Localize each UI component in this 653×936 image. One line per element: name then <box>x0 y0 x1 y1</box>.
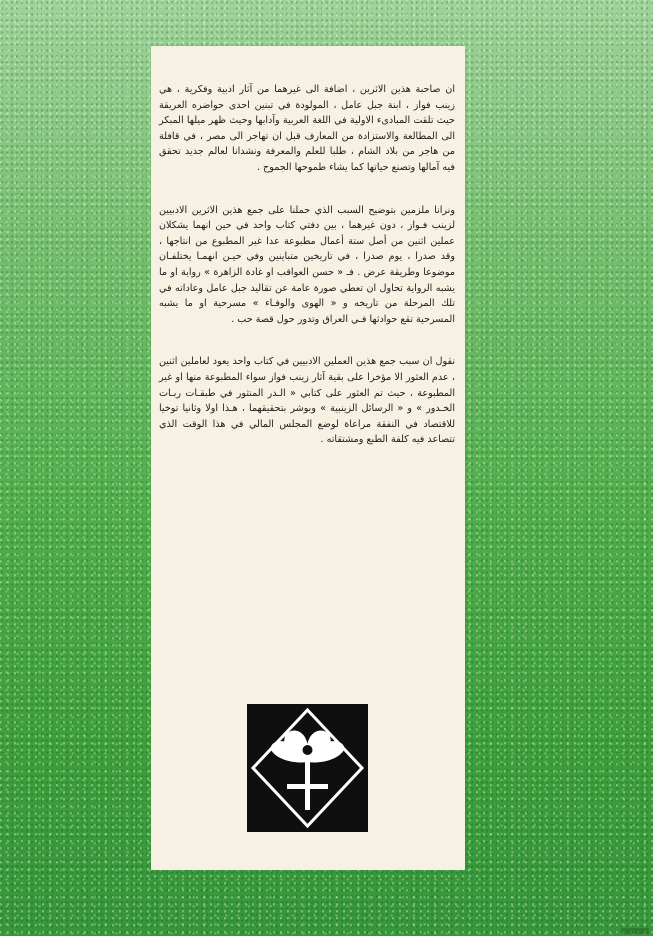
blurb-paragraph-3: نقول ان سبب جمع هذين العملين الادبيين في كتاب واحد يعود لعاملين اثنين ، عدم العثور الا مؤخرا على بقية آثار زينب فواز سواء المطبوعة منها او غير المطبوعة ، حيث تم العثور على كتابي « الـدر المنثور في طبقـات ربـات الخـدور » و « الرسائل الزينبية » وبوشر بتحقيقهما ، هـذا اولا وثانيا توخيا للاقتصاد في النفقة مراعاة لوضع المجلس المالي في هذا الوقت الذي تتصاعد فيه كلفة الطبع ومشتقاته . <box>159 356 455 446</box>
publisher-emblem-icon <box>247 704 368 832</box>
blurb-paragraph-2: ونرانا ملزمين بتوضيح السبب الذي حملنا على جمع هذين الاثرين الادبيين لزينب فـواز ، دون غيرهما ، بين دفتي كتاب واحد في حين انهما يشكلان عملين اثنين من أصل ستة أعمال مطبوعة عدا غير المطبوع من انتاجها ، وقد صدرا ، يوم صدرا ، في تاريخين متباينين وفي حيـن انهمـا يختلفـان موضوعا وطريقة عرض . فـ « حسن العواقب او غادة الزاهرة » رواية او ما يشبه الرواية تحاول ان تعطي صورة عامة عن تقاليد جبل عامل وعاداته في تلك المرحلة من تاريخه و « الهوى والوفـاء » مسرحية او ما يشبه المسرحية تقع حوادثها فـي العراق وتدور حول قصة حب . <box>159 204 455 325</box>
blurb-text <box>159 82 455 475</box>
corner-mark <box>621 928 649 934</box>
back-cover-panel <box>151 46 465 870</box>
blurb-paragraph-1: ان صاحبة هذين الاثرين ، اضافة الى غيرهما من آثار ادبية وفكرية ، هي زينب فواز ، ابنة جبل عامل ، المولودة في تبنين احدى حواضره العريقة حيث تلقت المبادىء الاولية في اللغة العربية وآدابها وحيث ظهر ميلها المبكر الى المطالعة والاستزادة من المعارف قبل ان تهاجر الى مصر ، في قافلة من هاجر من بلاد الشام ، طلبا للعلم والمعرفة ونشدانا لعالم جديد تحقق فيه آمالها وتصنع حياتها كما يشاء طموحها الجموح . <box>159 84 455 173</box>
